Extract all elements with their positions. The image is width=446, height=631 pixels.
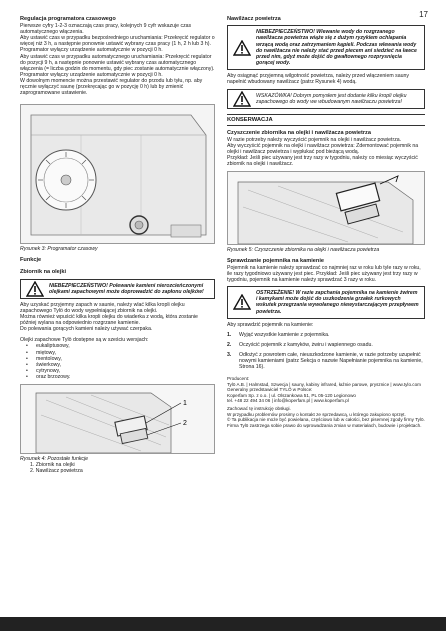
danger-warning-oil-text: NIEBEZPIECZEŃSTWO! Polewanie kamieni nierozcieńczonymi olejkami zapachowymi może doprowadzić do zapłonu olejków!: [49, 282, 204, 295]
timer-paragraph: Pierwsze cyfry 1-2-3 oznaczają czas pracy, kolejnych 9 cyfr wskazuje czas automatycznego włączenia.: [20, 23, 192, 36]
cleaning-title: Czyszczenie zbiornika na olejki i nawilżacza powietrza: [227, 130, 371, 136]
step-text: Odłożyć z powrotem całe, nieuszkodzone kamienie, w razie potrzeby uzupełnić nowymi kamieniami (patrz Sekcja o nazwie Napełnianie pojemnika na kamienie, Strona 16).: [239, 352, 423, 371]
cleaning-paragraph: Przykład: Jeśli piec używany jest trzy razy w tygodniu, należy co miesiąc wyczyścić zbiornik na olejki i nawilżacz.: [227, 155, 418, 168]
functions-illustration: [21, 385, 215, 454]
danger-warning-humidifier: [227, 25, 425, 70]
list-item: • oraz brzozowy.: [26, 374, 215, 380]
list-item: • mentolowy,: [26, 356, 215, 362]
figure-3-caption: Rysunek 3: Programator czasowy: [20, 246, 98, 253]
stones-text: Pojemnik na kamienie należy sprawdzać co najmniej raz w roku lub tyle razy w roku, ile razy tygodniowo używany jest piec. Przykład: Jeśli piec używany jest trzy razy w tygodniu, pojemnik na kamienie należy sprawdzać 3 razy w roku.: [227, 264, 421, 283]
steps-list: [227, 332, 425, 370]
oil-paragraph: Można również wpuścić kilka kropli olejku do wiaderka z wodą, która zostanie później wylana na odpowiednio rozgrzane kamienie.: [20, 314, 198, 327]
oil-tank-title: Zbiornik na olejki: [20, 269, 67, 276]
producer-line: © Ta publikacja nie może być powielana, częściowo lub w całości, bez pisemnej zgody firmy Tylö. Firma Tylö zastrzega sobie prawo do wprowadzania zmian w materiałach, budowie i projektach.: [227, 417, 425, 428]
producer-line: Zachować tę instrukcję obsługi.: [227, 406, 291, 412]
timer-paragraph: Aby ustawić czas w przypadku automatycznego uruchamiania: Przekręcić regulator do pozycji 9 h, a następnie ponownie ustawić wybrany czas automatycznego włączenia (= liczba godzin do momentu, gdy piec zostanie automatycznie włączony). Programator wyłączy urządzenie automatycznie w pozycji 0 h.: [20, 53, 215, 78]
figure-4-item: 2. Nawilżacz powietrza: [30, 468, 83, 475]
oils-list: [20, 343, 215, 380]
danger-warning-oil: [20, 279, 215, 299]
producer-line: tel. +48 22 494 34 06 | info@koperfam.pl | www.koperfam.pl: [227, 398, 349, 404]
list-item: • cytrynowy,: [26, 368, 215, 374]
oils-intro: Olejki zapachowe Tylö dostępne są w sześciu wersjach:: [20, 337, 149, 344]
producer-line: Koperfam Sp. z o.o. | ul. Olszankowa 51, PL 05-120 Legionowo: [227, 392, 356, 398]
figure-4-functions: [20, 384, 215, 454]
step-text: Oczyścić pojemnik z kamyków, żwiru i wapiennego osadu.: [239, 342, 373, 349]
cleaning-paragraph: Aby wyczyścić pojemnik na olejki i nawilżacz powietrza: Zdemontować pojemnik na olejki i nawilżacz powietrza i wypłukać pod bieżącą wodą.: [227, 143, 419, 156]
list-item: • eukaliptusowy,: [26, 343, 215, 349]
timer-paragraph: Aby ustawić czas w przypadku bezpośredniego uruchamiania: Przekręcić regulator o więcej niż 3 h, a następnie ponownie ustawić wybrany czas pracy (1 h, 2 h lub 3 h). Programator wyłączy urządzenie automatycznie w pozycji 0 h.: [20, 35, 215, 54]
humidifier-title: Nawilżacz powietrza: [227, 16, 281, 22]
cleaning-paragraph: W razie potrzeby należy wyczyścić pojemnik na olejki i nawilżacz powietrza.: [227, 137, 402, 144]
caution-warning-stones-text: OSTRZEŻENIE! W razie zapchania pojemnika na kamienie żwirem i kamykami może dojść do uszkodzenia grzałek rurkowych wskutek przegrzania wywołanego niewystarczającym przepływem powietrza.: [256, 290, 419, 315]
list-item: • świerkowy,: [26, 362, 215, 368]
caution-warning-stones: [227, 286, 425, 319]
figure-4-caption: Rysunek 4: Pozostałe funkcje: [20, 456, 89, 463]
list-item: 3. Odłożyć z powrotem całe, nieuszkodzone kamienie, w razie potrzeby uzupełnić nowymi kamieniami (patrz Sekcja o nazwie Napełnianie pojemnika na kamienie, Strona 16).: [227, 352, 423, 371]
warning-triangle-icon: [233, 294, 251, 310]
hint-triangle-icon: [233, 91, 251, 107]
figure-5-caption: Rysunek 5: Czyszczenie zbiornika na olejki i nawilżacza powietrza: [227, 246, 380, 253]
producer-line: Generalny przedstawiciel TYLÖ w Polsce:: [227, 387, 313, 393]
list-item: • miętowy,: [26, 350, 215, 356]
maintenance-title: KONSERWACJA: [227, 114, 425, 126]
check-intro: Aby sprawdzić pojemnik na kamienie:: [227, 321, 314, 328]
footer-bar: [0, 617, 446, 631]
step-text: Wyjąć wszystkie kamienie z pojemnika.: [239, 331, 330, 338]
danger-warning-humidifier-text: NIEBEZPIECZEŃSTWO! Wlewanie wody do rozgrzanego nawilżacza powietrza wiąże się z dużym ryzykiem ochlapania wrzącą wodą oraz zatrzymaniem kąpieli. Podczas wlewania wody do nawilżacza nie należy stać przed piecem ani siedzieć na ławce przed nim, gdyż może dojść do gwałtownego rozprysnięcia gorącej wody.: [256, 29, 417, 67]
hint-box: [227, 89, 425, 109]
producer-line: Tylö A.B. | Halmstad, Szwecja | sauny, kabiny infrared, łaźnie parowe, prysznice | www.tylo.com: [227, 381, 421, 387]
producer-line: Producent:: [227, 376, 250, 382]
figure-4-item: 1. Zbiornik na olejki: [30, 462, 75, 469]
oil-paragraph: Aby uzyskać przyjemny zapach w saunie, należy wlać kilka kropli olejku zapachowego Tylö do wody wypełniającej zbiornik na olejki.: [20, 301, 185, 314]
timer-title: Regulacja programatora czasowego: [20, 16, 116, 22]
figure-3-timer: [20, 104, 215, 244]
callout-2: 2: [183, 420, 187, 428]
timer-paragraph: W dowolnym momencie można przestawić regulator do przodu lub tyłu, np. aby ręcznie wyłączyć saunę (przekręcając go w pozycję 0 h) lub by zmienić zaprogramowane ustawienie.: [20, 77, 203, 97]
figure-5-cleaning: [227, 171, 425, 245]
warning-triangle-icon: [233, 40, 251, 56]
cleaning-illustration: [228, 172, 425, 245]
stones-title: Sprawdzanie pojemnika na kamienie: [227, 257, 324, 264]
humidifier-text: Aby osiągnąć przyjemną wilgotność powietrza, należy przed włączeniem sauny napełnić wbudowany nawilżacz (patrz Rysunek 4) wodą.: [227, 73, 409, 86]
page-number: 17: [419, 10, 428, 19]
functions-title: Funkcje: [20, 257, 42, 264]
list-item: 1. Wyjąć wszystkie kamienie z pojemnika.: [227, 331, 330, 338]
timer-illustration: [21, 105, 215, 244]
hint-text: WSKAZÓWKA! Dobrym pomysłem jest dodanie kilku kropli olejku zapachowego do wody we wbudowanym nawilżaczu powietrza!: [256, 92, 407, 105]
producer-line: W przypadku problemów prosimy o kontakt ze sprzedawcą, u którego zakupiono sprzęt.: [227, 411, 406, 417]
warning-triangle-icon: [26, 281, 44, 297]
list-item: 2. Oczyścić pojemnik z kamyków, żwiru i wapiennego osadu.: [227, 342, 373, 349]
right-column: [227, 16, 425, 428]
callout-1: 1: [183, 400, 187, 408]
producer-info: [227, 376, 425, 428]
oil-paragraph: Do polewania gorących kamieni należy używać czerpaka.: [20, 326, 153, 333]
left-column: [20, 16, 215, 474]
